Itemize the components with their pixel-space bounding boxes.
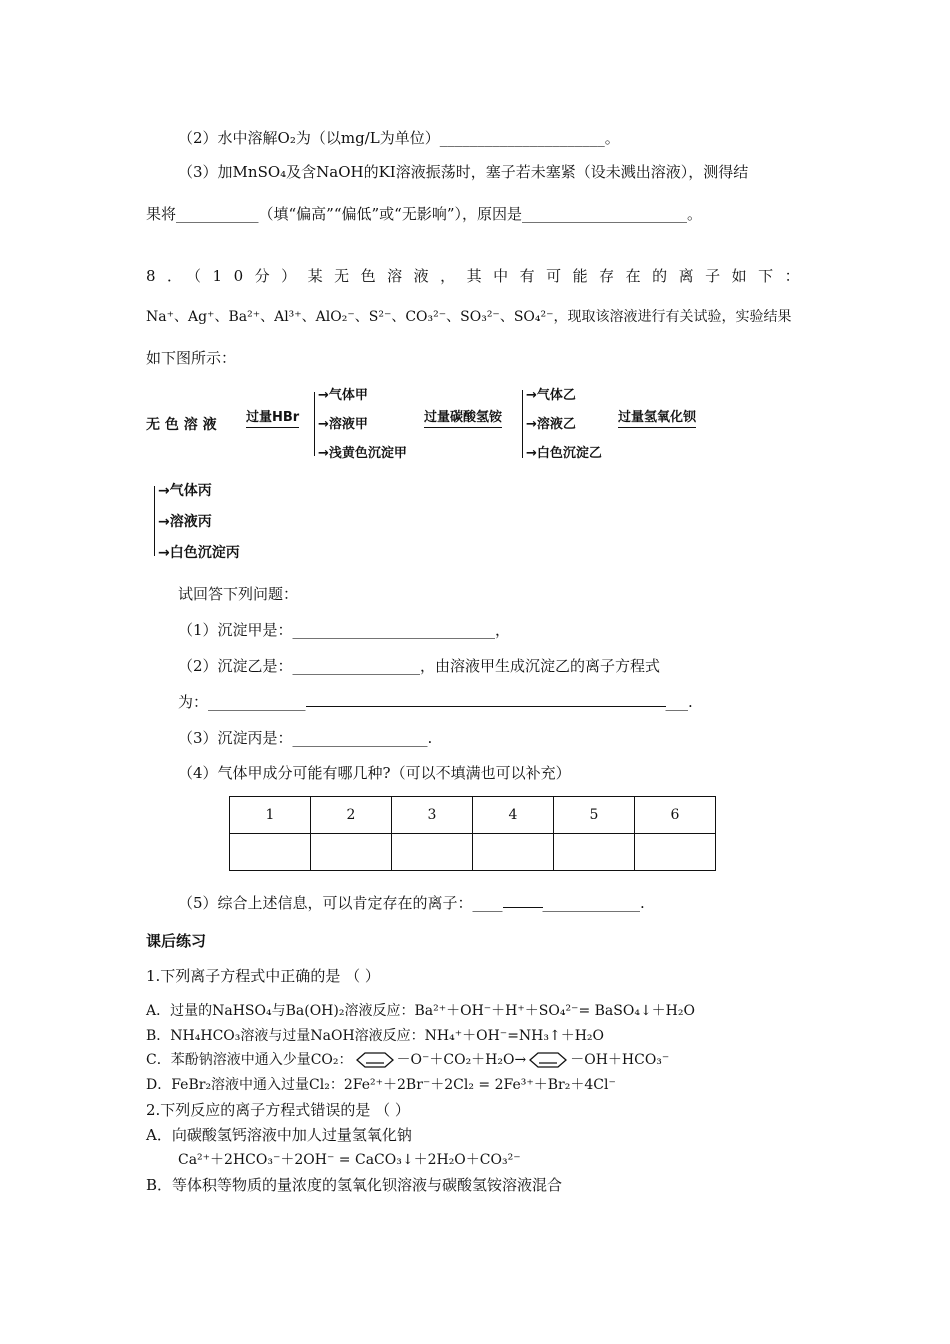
practice-q1-option-d: D．FeBr₂溶液中通入过量Cl₂：2Fe²⁺＋2Br⁻＋2Cl₂ = 2Fe³⁺＋Br₂＋4Cl⁻	[146, 1077, 616, 1093]
flow-bracket-1	[314, 392, 315, 456]
practice-q1-option-a: A．过量的NaHSO₄与Ba(OH)₂溶液反应：Ba²⁺＋OH⁻＋H⁺＋SO₄²⁻= BaSO₄↓＋H₂O	[146, 1003, 695, 1019]
flow-bracket-2	[522, 390, 523, 458]
gas-options-table	[229, 796, 716, 871]
flow-gas-a: →气体甲	[318, 388, 368, 403]
q7-part2: （2）水中溶解O₂为（以mg/L为单位）______________________。	[178, 129, 620, 147]
flow-gas-c: →气体丙	[158, 483, 212, 499]
table-answer-cell[interactable]	[392, 834, 473, 871]
flow-solution-a: →溶液甲	[318, 417, 368, 432]
flow-gas-b: →气体乙	[526, 388, 576, 403]
q8-sub3: （3）沉淀丙是：__________________.	[178, 729, 433, 747]
q8-sub2-line1: （2）沉淀乙是：_________________，由溶液甲生成沉淀乙的离子方程式	[178, 657, 661, 675]
table-answer-cell[interactable]	[473, 834, 554, 871]
flow-solution-b: →溶液乙	[526, 417, 576, 432]
q8-sub2-line2	[178, 692, 693, 712]
flow-reagent-hbr: 过量HBr	[246, 410, 299, 428]
q8-ion-list: Na⁺、Ag⁺、Ba²⁺、Al³⁺、AlO₂⁻、S²⁻、CO₃²⁻、SO₃²⁻、SO₄²⁻，现取该溶液进行有关试验，实验结果	[146, 309, 792, 325]
option-c-suffix: －OH＋HCO₃⁻	[570, 1052, 670, 1068]
benzene-ring-icon	[526, 1051, 570, 1069]
table-header-cell: 1	[230, 797, 311, 834]
table-answer-cell[interactable]	[635, 834, 716, 871]
q8-sub2-prefix: 为：_____________	[178, 693, 306, 711]
q8-prompt: 试回答下列问题：	[178, 585, 299, 603]
q8-sub5-suffix: _____________.	[542, 894, 645, 912]
table-header-cell: 4	[473, 797, 554, 834]
practice-q2-option-a-equation: Ca²⁺＋2HCO₃⁻＋2OH⁻ = CaCO₃↓＋2H₂O＋CO₃²⁻	[178, 1152, 521, 1168]
table-header-cell: 2	[311, 797, 392, 834]
table-header-cell: 5	[554, 797, 635, 834]
q8-sub4: （4）气体甲成分可能有哪几种?（可以不填满也可以补充）	[178, 764, 571, 782]
flow-solution-c: →溶液丙	[158, 514, 212, 530]
q8-intro: 如下图所示：	[146, 349, 237, 367]
flow-precipitate-c: →白色沉淀丙	[158, 545, 240, 561]
table-answer-cell[interactable]	[230, 834, 311, 871]
table-answer-cell[interactable]	[554, 834, 635, 871]
q8-sub5-answer-line[interactable]	[503, 895, 543, 908]
q8-header: 8．（10分）某无色溶液，其中有可能存在的离子如下：	[146, 267, 812, 285]
practice-q1-option-b: B．NH₄HCO₃溶液与过量NaOH溶液反应：NH₄⁺＋OH⁻=NH₃↑＋H₂O	[146, 1028, 605, 1044]
table-header-cell: 3	[392, 797, 473, 834]
flow-precipitate-a: →浅黄色沉淀甲	[318, 446, 407, 461]
q8-sub5-prefix: （5）综合上述信息，可以肯定存在的离子：____	[178, 894, 503, 912]
practice-q2: 2.下列反应的离子方程式错误的是 （ ）	[146, 1101, 410, 1119]
q8-sub5	[178, 893, 645, 913]
practice-q2-option-b: B．等体积等物质的量浓度的氢氧化钡溶液与碳酸氢铵溶液混合	[146, 1176, 563, 1194]
practice-q1-option-c	[146, 1050, 669, 1070]
practice-title: 课后练习	[146, 932, 207, 950]
q7-part3-line2: 果将___________（填“偏高”“偏低”或“无影响”），原因是______________________。	[146, 205, 703, 223]
benzene-ring-icon	[353, 1051, 397, 1069]
q8-sub2-suffix: ___.	[665, 693, 693, 711]
table-header-row	[230, 797, 716, 834]
flow-reagent-baoh: 过量氢氧化钡	[618, 410, 696, 428]
flow-start: 无 色 溶 液	[146, 417, 217, 433]
table-header-cell: 6	[635, 797, 716, 834]
table-answer-row	[230, 834, 716, 871]
table-answer-cell[interactable]	[311, 834, 392, 871]
practice-q2-option-a: A．向碳酸氢钙溶液中加人过量氢氧化钠	[146, 1126, 412, 1144]
q7-part3-line1: （3）加MnSO₄及含NaOH的KI溶液振荡时，塞子若未塞紧（设未溅出溶液），测得结	[178, 163, 749, 181]
q8-sub1: （1）沉淀甲是：___________________________，	[178, 621, 511, 639]
flow-bracket-3	[154, 486, 155, 556]
practice-q1: 1.下列离子方程式中正确的是 （ ）	[146, 967, 380, 985]
q8-sub2-answer-line[interactable]	[306, 694, 666, 707]
option-c-prefix: C．苯酚钠溶液中通入少量CO₂：	[146, 1052, 353, 1068]
flow-precipitate-b: →白色沉淀乙	[526, 446, 602, 461]
option-c-middle: －O⁻＋CO₂＋H₂O→	[396, 1052, 527, 1068]
flow-reagent-bicarb: 过量碳酸氢铵	[424, 410, 502, 428]
